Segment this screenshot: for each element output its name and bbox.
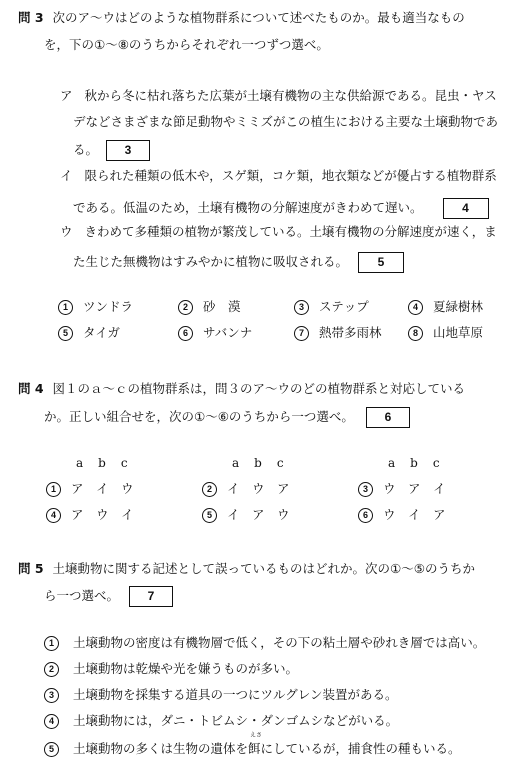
q5-option-4[interactable] — [44, 714, 398, 729]
option-number-4: 4 — [46, 508, 61, 523]
option-number-1: 1 — [58, 300, 73, 315]
q4-text-line1: 図１のａ〜ｃの植物群系は，問３のア〜ウのどの植物群系と対応している — [52, 381, 466, 396]
q4-option-3[interactable] — [358, 482, 446, 497]
q5-text-line1: 土壌動物に関する記述として誤っているものはどれか。次の①〜⑤のうちか — [52, 561, 475, 576]
q5-stem-line1 — [18, 563, 475, 576]
q5-ruby-word — [248, 732, 263, 756]
q3-item-a-line1 — [60, 90, 497, 103]
option-number-5: 5 — [202, 508, 217, 523]
q3-item-i-text2: である。低温のため，土壌有機物の分解速度がきわめて遅い。 — [73, 200, 423, 215]
q4-header-c: c — [276, 456, 284, 470]
q5-option-2-text: 土壌動物は乾燥や光を嫌うものが多い。 — [73, 661, 299, 676]
q3-stem-line1 — [18, 12, 465, 25]
q5-option-4-text: 土壌動物には，ダニ・トビムシ・ダンゴムシなどがいる。 — [73, 713, 399, 728]
option-number-3: 3 — [358, 482, 373, 497]
q4-header-c: c — [432, 456, 440, 470]
option-number-8: 8 — [408, 326, 423, 341]
q3-item-a-kana: ア — [60, 88, 73, 103]
q3-option-5-text: タイガ — [83, 325, 120, 340]
q5-option-1[interactable] — [44, 636, 485, 651]
q5-label: 問 5 — [18, 561, 44, 576]
q5-option-5-text-c: にしているが，捕食性の種もいる。 — [260, 741, 461, 756]
q3-item-a-text1: 秋から冬に枯れ落ちた広葉が土壌有機物の主な供給源である。昆虫・ヤス — [84, 88, 497, 103]
q3-option-2[interactable] — [178, 300, 241, 315]
q4-text-line2: か。正しい組合せを，次の①〜⑥のうちから一つ選べ。 — [44, 409, 354, 424]
q4-option-5[interactable] — [202, 508, 290, 523]
q4-header-group-2 — [232, 457, 284, 469]
q4-header-a: a — [388, 456, 396, 470]
q4-header-b: b — [98, 456, 106, 470]
q5-text-line2: ら一つ選べ。 — [44, 588, 120, 603]
q4-option-6-text: ウ イ ア — [383, 507, 446, 522]
q5-option-3-text: 土壌動物を採集する道具の一つにツルグレン装置がある。 — [73, 687, 398, 702]
q4-label: 問 4 — [18, 381, 44, 396]
q5-option-3[interactable] — [44, 688, 397, 703]
q3-option-4-text: 夏緑樹林 — [433, 299, 484, 314]
q4-header-group-1 — [76, 457, 128, 469]
q3-item-i-line1 — [60, 170, 497, 183]
q3-text-line2: を，下の①〜⑧のうちからそれぞれ一つずつ選べ。 — [44, 37, 329, 52]
q3-option-2-text: 砂 漠 — [203, 299, 241, 314]
q5-option-2[interactable] — [44, 662, 298, 677]
answer-box-6[interactable]: 6 — [366, 407, 410, 428]
q3-option-8-text: 山地草原 — [433, 325, 484, 340]
q3-item-u-line1 — [60, 226, 497, 239]
q3-item-u-text2: た生じた無機物はすみやかに植物に吸収される。 — [73, 254, 349, 269]
q4-option-6[interactable] — [358, 508, 446, 523]
q4-option-1[interactable] — [46, 482, 134, 497]
q5-ruby-reading: えさ — [250, 732, 263, 739]
q4-option-2[interactable] — [202, 482, 290, 497]
q4-option-5-text: イ ア ウ — [227, 507, 290, 522]
q3-option-7-text: 熱帯多雨林 — [319, 325, 382, 340]
q3-item-a-text3: る。 — [73, 142, 99, 157]
q3-item-i-text1: 限られた種類の低木や，スゲ類，コケ類，地衣類などが優占する植物群系 — [84, 168, 497, 183]
option-number-1: 1 — [46, 482, 61, 497]
q4-header-a: a — [76, 456, 84, 470]
q5-option-5-text-a: 土壌動物の多くは生物の遺体を — [73, 741, 249, 756]
option-number-6: 6 — [178, 326, 193, 341]
option-number-4: 4 — [408, 300, 423, 315]
q3-item-i-line2 — [73, 198, 489, 219]
q3-item-a-line3 — [73, 140, 150, 161]
q3-option-6[interactable] — [178, 326, 252, 341]
q4-stem-line2 — [44, 407, 410, 428]
q3-option-1-text: ツンドラ — [83, 299, 134, 314]
option-number-4: 4 — [44, 714, 59, 729]
option-number-2: 2 — [178, 300, 193, 315]
q3-option-3[interactable] — [294, 300, 369, 315]
answer-box-5[interactable]: 5 — [358, 252, 404, 273]
q4-option-4[interactable] — [46, 508, 134, 523]
q3-text-line1: 次のア〜ウはどのような植物群系について述べたものか。最も適当なもの — [52, 10, 465, 25]
q5-option-1-text: 土壌動物の密度は有機物層で低く，その下の粘土層や砂れき層では高い。 — [73, 635, 486, 650]
answer-box-4[interactable]: 4 — [443, 198, 489, 219]
option-number-2: 2 — [44, 662, 59, 677]
q3-option-3-text: ステップ — [319, 299, 369, 314]
q4-option-2-text: イ ウ ア — [227, 481, 290, 496]
q3-item-u-text1: きわめて多種類の植物が繁茂している。土壌有機物の分解速度が速く，ま — [84, 224, 497, 239]
q4-header-a: a — [232, 456, 240, 470]
option-number-3: 3 — [44, 688, 59, 703]
q5-option-5-text — [73, 732, 461, 756]
q4-header-b: b — [254, 456, 262, 470]
option-number-6: 6 — [358, 508, 373, 523]
q4-option-3-text: ウ ア イ — [383, 481, 446, 496]
option-number-5: 5 — [58, 326, 73, 341]
q3-item-u-kana: ウ — [60, 224, 73, 239]
option-number-3: 3 — [294, 300, 309, 315]
q3-option-4[interactable] — [408, 300, 483, 315]
q3-item-a-text2: デなどさまざまな節足動物やミミズがこの植生における主要な土壌動物であ — [73, 114, 499, 129]
q4-stem-line1 — [18, 383, 465, 396]
q4-header-c: c — [120, 456, 128, 470]
q3-option-1[interactable] — [58, 300, 133, 315]
q4-option-1-text: ア イ ウ — [71, 481, 134, 496]
q5-ruby-kanji: 餌 — [248, 741, 261, 756]
option-number-2: 2 — [202, 482, 217, 497]
q3-label: 問 3 — [18, 10, 44, 25]
answer-box-7[interactable]: 7 — [129, 586, 173, 607]
q4-header-group-3 — [388, 457, 440, 469]
q3-item-u-line2 — [73, 252, 404, 273]
q3-option-6-text: サバンナ — [203, 325, 253, 340]
q4-option-4-text: ア ウ イ — [71, 507, 134, 522]
q5-stem-line2 — [44, 586, 173, 607]
option-number-1: 1 — [44, 636, 59, 651]
answer-box-3[interactable]: 3 — [106, 140, 150, 161]
option-number-7: 7 — [294, 326, 309, 341]
q3-option-5[interactable] — [58, 326, 120, 341]
q4-header-b: b — [410, 456, 418, 470]
q5-option-5[interactable] — [44, 732, 461, 757]
q3-item-i-kana: イ — [60, 168, 73, 183]
q3-option-7[interactable] — [294, 326, 382, 341]
q3-option-8[interactable] — [408, 326, 483, 341]
option-number-5: 5 — [44, 742, 59, 757]
